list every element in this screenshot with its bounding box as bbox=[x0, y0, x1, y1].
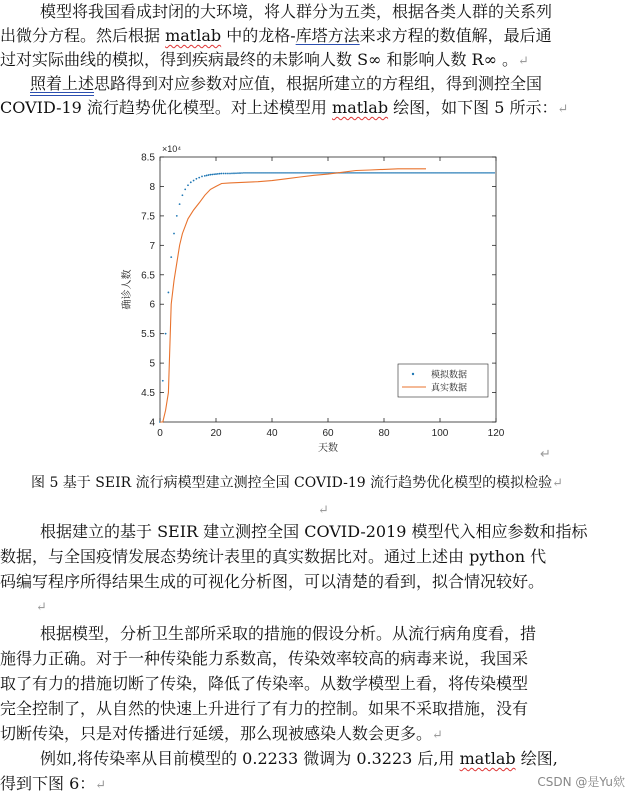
simulated-data-point bbox=[261, 172, 263, 174]
simulated-data-point bbox=[315, 172, 317, 174]
simulated-data-point bbox=[485, 172, 487, 174]
simulated-data-point bbox=[419, 172, 421, 174]
x-tick-label: 40 bbox=[266, 428, 278, 439]
simulated-data-point bbox=[193, 180, 195, 182]
simulated-data-point bbox=[168, 292, 170, 294]
simulated-data-point bbox=[479, 172, 481, 174]
simulated-data-point bbox=[377, 172, 379, 174]
simulated-data-point bbox=[251, 172, 253, 174]
simulated-data-point bbox=[196, 178, 198, 180]
y-tick-label: 7 bbox=[149, 240, 155, 252]
return-mark: ↵ bbox=[552, 476, 564, 491]
simulated-data-point bbox=[461, 172, 463, 174]
simulated-data-point bbox=[243, 172, 245, 174]
caption-return-line bbox=[318, 497, 329, 517]
para2-line2-text-c: 绘图，如下图 5 所示： bbox=[388, 98, 558, 117]
simulated-data-point bbox=[453, 172, 455, 174]
para5-line1 bbox=[40, 747, 558, 771]
simulated-data-point bbox=[281, 172, 283, 174]
x-tick-label: 100 bbox=[431, 428, 449, 439]
return-mark: ↵ bbox=[36, 600, 47, 615]
para4-line4 bbox=[0, 697, 528, 721]
simulated-data-point bbox=[319, 172, 321, 174]
simulated-data-point bbox=[301, 172, 303, 174]
simulated-data-point bbox=[389, 172, 391, 174]
simulated-data-point bbox=[423, 172, 425, 174]
x-tick-label: 120 bbox=[487, 428, 505, 439]
legend-marker-simulated bbox=[412, 373, 414, 375]
simulated-data-point bbox=[367, 172, 369, 174]
para2-underlined-phrase: 照着上述 bbox=[30, 74, 95, 93]
simulated-data-point bbox=[421, 172, 423, 174]
simulated-data-point bbox=[173, 233, 175, 235]
simulated-data-point bbox=[201, 176, 203, 178]
caption-text: 图 5 基于 SEIR 流行病模型建立测控全国 COVID-19 流行趋势优化模型的模拟检验 bbox=[31, 475, 553, 491]
y-tick-label: 8 bbox=[149, 181, 155, 193]
simulated-data-point bbox=[233, 172, 235, 174]
simulated-data-point bbox=[445, 172, 447, 174]
simulated-data-point bbox=[245, 172, 247, 174]
simulated-data-point bbox=[253, 172, 255, 174]
simulated-data-point bbox=[483, 172, 485, 174]
simulated-data-point bbox=[162, 380, 164, 382]
simulated-data-point bbox=[204, 175, 206, 177]
simulated-data-point bbox=[373, 172, 375, 174]
simulated-data-point bbox=[443, 172, 445, 174]
simulated-data-point bbox=[459, 172, 461, 174]
simulated-data-point bbox=[176, 215, 178, 217]
y-tick-label: 8.5 bbox=[141, 152, 155, 164]
simulated-data-point bbox=[221, 173, 223, 175]
para3-line2-text: 数据，与全国疫情发展态势统计表里的真实数据比对。通过上述由 python 代 bbox=[0, 547, 547, 566]
simulated-data-point bbox=[187, 184, 189, 186]
para4-line3 bbox=[0, 672, 528, 696]
return-mark: ↵ bbox=[95, 778, 107, 793]
simulated-data-point bbox=[395, 172, 397, 174]
simulated-data-point bbox=[190, 181, 192, 183]
simulated-data-point bbox=[351, 172, 353, 174]
para5-line1-text-c: 绘图, bbox=[515, 749, 558, 768]
y-exponent-label: ×10⁴ bbox=[162, 144, 182, 154]
simulated-data-point bbox=[387, 172, 389, 174]
simulated-data-point bbox=[397, 172, 399, 174]
simulated-data-point bbox=[321, 172, 323, 174]
simulated-data-point bbox=[449, 172, 451, 174]
simulated-data-point bbox=[375, 172, 377, 174]
simulated-data-point bbox=[223, 173, 225, 175]
para1-rk-method: 库塔方法 bbox=[295, 26, 360, 45]
simulated-data-point bbox=[229, 173, 231, 175]
simulated-data-point bbox=[401, 172, 403, 174]
legend-entry: 真实数据 bbox=[431, 382, 468, 393]
simulated-data-point bbox=[417, 172, 419, 174]
simulated-data-point bbox=[369, 172, 371, 174]
simulated-data-point bbox=[413, 172, 415, 174]
simulated-data-point bbox=[411, 172, 413, 174]
simulated-data-point bbox=[353, 172, 355, 174]
para4-line2 bbox=[0, 647, 528, 671]
simulated-data-point bbox=[287, 172, 289, 174]
simulated-data-point bbox=[257, 172, 259, 174]
figure-5-caption bbox=[31, 473, 563, 494]
return-mark: ↵ bbox=[432, 728, 443, 743]
simulated-data-point bbox=[275, 172, 277, 174]
simulated-data-point bbox=[231, 173, 233, 175]
simulated-data-point bbox=[371, 172, 373, 174]
para1-line3-text: 过对实际曲线的模拟，得到疾病最终的未影响人数 S∞ 和影响人数 R∞ 。 bbox=[0, 50, 519, 69]
chart-layer bbox=[120, 144, 505, 454]
simulated-data-point bbox=[217, 173, 219, 175]
x-tick-label: 20 bbox=[210, 428, 222, 439]
simulated-data-point bbox=[215, 173, 217, 175]
simulated-data-point bbox=[259, 172, 261, 174]
para1-matlab-word: matlab bbox=[165, 26, 222, 45]
simulated-data-point bbox=[399, 172, 401, 174]
para4-line2-text: 施得力正确。对于一种传染能力系数高，传染效率较高的病毒来说，我国采 bbox=[0, 649, 529, 668]
simulated-data-point bbox=[211, 174, 213, 176]
simulated-data-point bbox=[247, 172, 249, 174]
para4-line5 bbox=[0, 722, 443, 746]
simulated-data-point bbox=[355, 172, 357, 174]
simulated-data-point bbox=[297, 172, 299, 174]
simulated-data-point bbox=[381, 172, 383, 174]
simulated-data-point bbox=[491, 172, 493, 174]
simulated-data-point bbox=[455, 172, 457, 174]
simulated-data-point bbox=[431, 172, 433, 174]
simulated-data-point bbox=[427, 172, 429, 174]
para1-line3 bbox=[0, 48, 529, 72]
simulated-data-point bbox=[210, 174, 212, 176]
simulated-data-point bbox=[477, 172, 479, 174]
para3-line4 bbox=[36, 594, 47, 618]
simulated-data-point bbox=[293, 172, 295, 174]
para3-line3-text: 码编写程序所得结果生成的可视化分析图，可以清楚的看到，拟合情况较好。 bbox=[0, 572, 545, 591]
y-tick-label: 4.5 bbox=[141, 388, 155, 400]
simulated-data-point bbox=[273, 172, 275, 174]
simulated-data-point bbox=[198, 177, 200, 179]
simulated-data-point bbox=[263, 172, 265, 174]
para3-line3 bbox=[0, 570, 544, 594]
simulated-data-point bbox=[241, 172, 243, 174]
simulated-data-point bbox=[439, 172, 441, 174]
simulated-data-point bbox=[208, 174, 210, 176]
simulated-data-point bbox=[473, 172, 475, 174]
simulated-data-point bbox=[309, 172, 311, 174]
para1-line1-text: 模型将我国看成封闭的大环境，将人群分为五类，根据各类人群的关系列 bbox=[40, 2, 553, 21]
simulated-data-point bbox=[295, 172, 297, 174]
simulated-data-point bbox=[379, 172, 381, 174]
simulated-data-point bbox=[359, 172, 361, 174]
simulated-data-point bbox=[279, 172, 281, 174]
chart-legend bbox=[398, 364, 488, 397]
simulated-data-point bbox=[365, 172, 367, 174]
para1-line2 bbox=[0, 24, 552, 48]
simulated-data-point bbox=[235, 172, 237, 174]
simulated-data-point bbox=[325, 172, 327, 174]
para2-line1-text: 思路得到对应参数对应值，根据所建立的方程组，得到测控全国 bbox=[94, 74, 543, 93]
simulated-data-point bbox=[277, 172, 279, 174]
para1-line2-text-e: 来求方程的数值解，最后通 bbox=[359, 26, 552, 45]
simulated-data-point bbox=[291, 172, 293, 174]
y-tick-label: 7.5 bbox=[141, 211, 155, 223]
para4-line1 bbox=[40, 622, 536, 646]
simulated-data-point bbox=[463, 172, 465, 174]
return-mark: ↵ bbox=[518, 54, 529, 69]
para2-line2 bbox=[0, 96, 568, 120]
y-tick-label: 5.5 bbox=[141, 329, 155, 341]
para2-line2-text-a: COVID-19 流行趋势优化模型。对上述模型用 bbox=[0, 98, 333, 117]
simulated-data-point bbox=[457, 172, 459, 174]
simulated-data-point bbox=[493, 172, 495, 174]
para3-line2 bbox=[0, 545, 546, 569]
simulated-data-point bbox=[429, 172, 431, 174]
simulated-data-point bbox=[179, 203, 181, 205]
para3-line1 bbox=[40, 520, 588, 544]
simulated-data-point bbox=[385, 172, 387, 174]
simulated-data-point bbox=[265, 172, 267, 174]
y-tick-label: 6 bbox=[149, 299, 155, 311]
simulated-data-point bbox=[447, 172, 449, 174]
simulated-data-point bbox=[307, 172, 309, 174]
legend-entry: 模拟数据 bbox=[431, 369, 468, 380]
para4-line5-text: 切断传染，只是对传播进行延缓，那么现被感染人数会更多。 bbox=[0, 724, 433, 743]
para1-line2-text-a: 出微分方程。然后根据 bbox=[0, 26, 166, 45]
simulated-data-point bbox=[317, 172, 319, 174]
simulated-data-point bbox=[433, 172, 435, 174]
simulated-data-point bbox=[407, 172, 409, 174]
simulated-data-point bbox=[415, 172, 417, 174]
y-tick-label: 6.5 bbox=[141, 270, 155, 282]
simulated-data-point bbox=[271, 172, 273, 174]
para5-line2-text: 得到下图 6： bbox=[0, 774, 96, 793]
para5-line2 bbox=[0, 772, 106, 796]
simulated-data-point bbox=[285, 172, 287, 174]
simulated-data-point bbox=[225, 173, 227, 175]
para4-line1-text: 根据模型，分析卫生部所采取的措施的假设分析。从流行病角度看，措 bbox=[40, 624, 537, 643]
simulated-data-point bbox=[393, 172, 395, 174]
para5-matlab-word: matlab bbox=[459, 749, 516, 768]
simulated-data-point bbox=[255, 172, 257, 174]
simulated-data-point bbox=[363, 172, 365, 174]
csdn-watermark: CSDN @是Yu欸 bbox=[537, 775, 625, 789]
simulated-data-point bbox=[409, 172, 411, 174]
simulated-data-point bbox=[467, 172, 469, 174]
simulated-data-point bbox=[347, 172, 349, 174]
simulated-data-point bbox=[283, 172, 285, 174]
simulated-data-point bbox=[206, 175, 208, 177]
simulated-data-point bbox=[441, 172, 443, 174]
para4-line3-text: 取了有力的措施切断了传染，降低了传染率。从数学模型上看，将传染模型 bbox=[0, 674, 529, 693]
return-mark: ↵ bbox=[318, 503, 329, 518]
para1-line2-text-c: 中的龙格- bbox=[221, 26, 296, 45]
simulated-data-point bbox=[289, 172, 291, 174]
simulated-data-point bbox=[475, 172, 477, 174]
simulated-data-point bbox=[249, 172, 251, 174]
simulated-data-point bbox=[435, 172, 437, 174]
x-axis-label: 天数 bbox=[318, 443, 338, 454]
figure-return-mark: ↵ bbox=[540, 446, 551, 461]
simulated-data-point bbox=[239, 172, 241, 174]
simulated-data-point bbox=[481, 172, 483, 174]
figure-5-chart bbox=[0, 140, 635, 470]
simulated-data-point bbox=[489, 172, 491, 174]
simulated-data-point bbox=[267, 172, 269, 174]
para2-matlab-word: matlab bbox=[332, 98, 389, 117]
simulated-data-point bbox=[469, 172, 471, 174]
simulated-data-point bbox=[299, 172, 301, 174]
simulated-data-point bbox=[305, 172, 307, 174]
para1-line1 bbox=[40, 0, 552, 24]
para4-line4-text: 完全控制了，从自然的快速上升进行了有力的控制。如果不采取措施，没有 bbox=[0, 699, 529, 718]
simulated-data-point bbox=[184, 188, 186, 190]
y-tick-label: 5 bbox=[149, 358, 155, 370]
y-axis-label: 确诊人数 bbox=[122, 269, 133, 310]
simulated-data-point bbox=[311, 172, 313, 174]
simulated-data-point bbox=[357, 172, 359, 174]
para3-line1-text: 根据建立的基于 SEIR 建立测控全国 COVID-2019 模型代入相应参数和指标 bbox=[40, 522, 588, 541]
simulated-data-point bbox=[465, 172, 467, 174]
simulated-data-point bbox=[349, 172, 351, 174]
simulated-data-point bbox=[219, 173, 221, 175]
para5-line1-text-a: 例如,将传染率从目前模型的 0.2233 微调为 0.3223 后,用 bbox=[40, 749, 460, 768]
simulated-data-point bbox=[487, 172, 489, 174]
simulated-data-point bbox=[165, 333, 167, 335]
simulated-data-point bbox=[269, 172, 271, 174]
simulated-data-point bbox=[391, 172, 393, 174]
simulated-data-point bbox=[405, 172, 407, 174]
return-mark: ↵ bbox=[557, 102, 569, 117]
simulated-data-point bbox=[403, 172, 405, 174]
para2-line1 bbox=[30, 72, 542, 96]
simulated-data-point bbox=[213, 173, 215, 175]
simulated-data-point bbox=[313, 172, 315, 174]
simulated-data-point bbox=[471, 172, 473, 174]
simulated-data-point bbox=[425, 172, 427, 174]
simulated-data-point bbox=[437, 172, 439, 174]
simulated-data-point bbox=[383, 172, 385, 174]
simulated-data-point bbox=[227, 173, 229, 175]
simulated-data-point bbox=[237, 172, 239, 174]
y-tick-label: 4 bbox=[149, 417, 155, 429]
simulated-data-point bbox=[451, 172, 453, 174]
simulated-data-point bbox=[303, 172, 305, 174]
x-tick-label: 0 bbox=[157, 428, 163, 439]
simulated-data-point bbox=[361, 172, 363, 174]
simulated-data-point bbox=[170, 256, 172, 258]
x-tick-label: 60 bbox=[322, 428, 334, 439]
simulated-data-point bbox=[182, 194, 184, 196]
x-tick-label: 80 bbox=[378, 428, 390, 439]
simulated-data-point bbox=[323, 172, 325, 174]
